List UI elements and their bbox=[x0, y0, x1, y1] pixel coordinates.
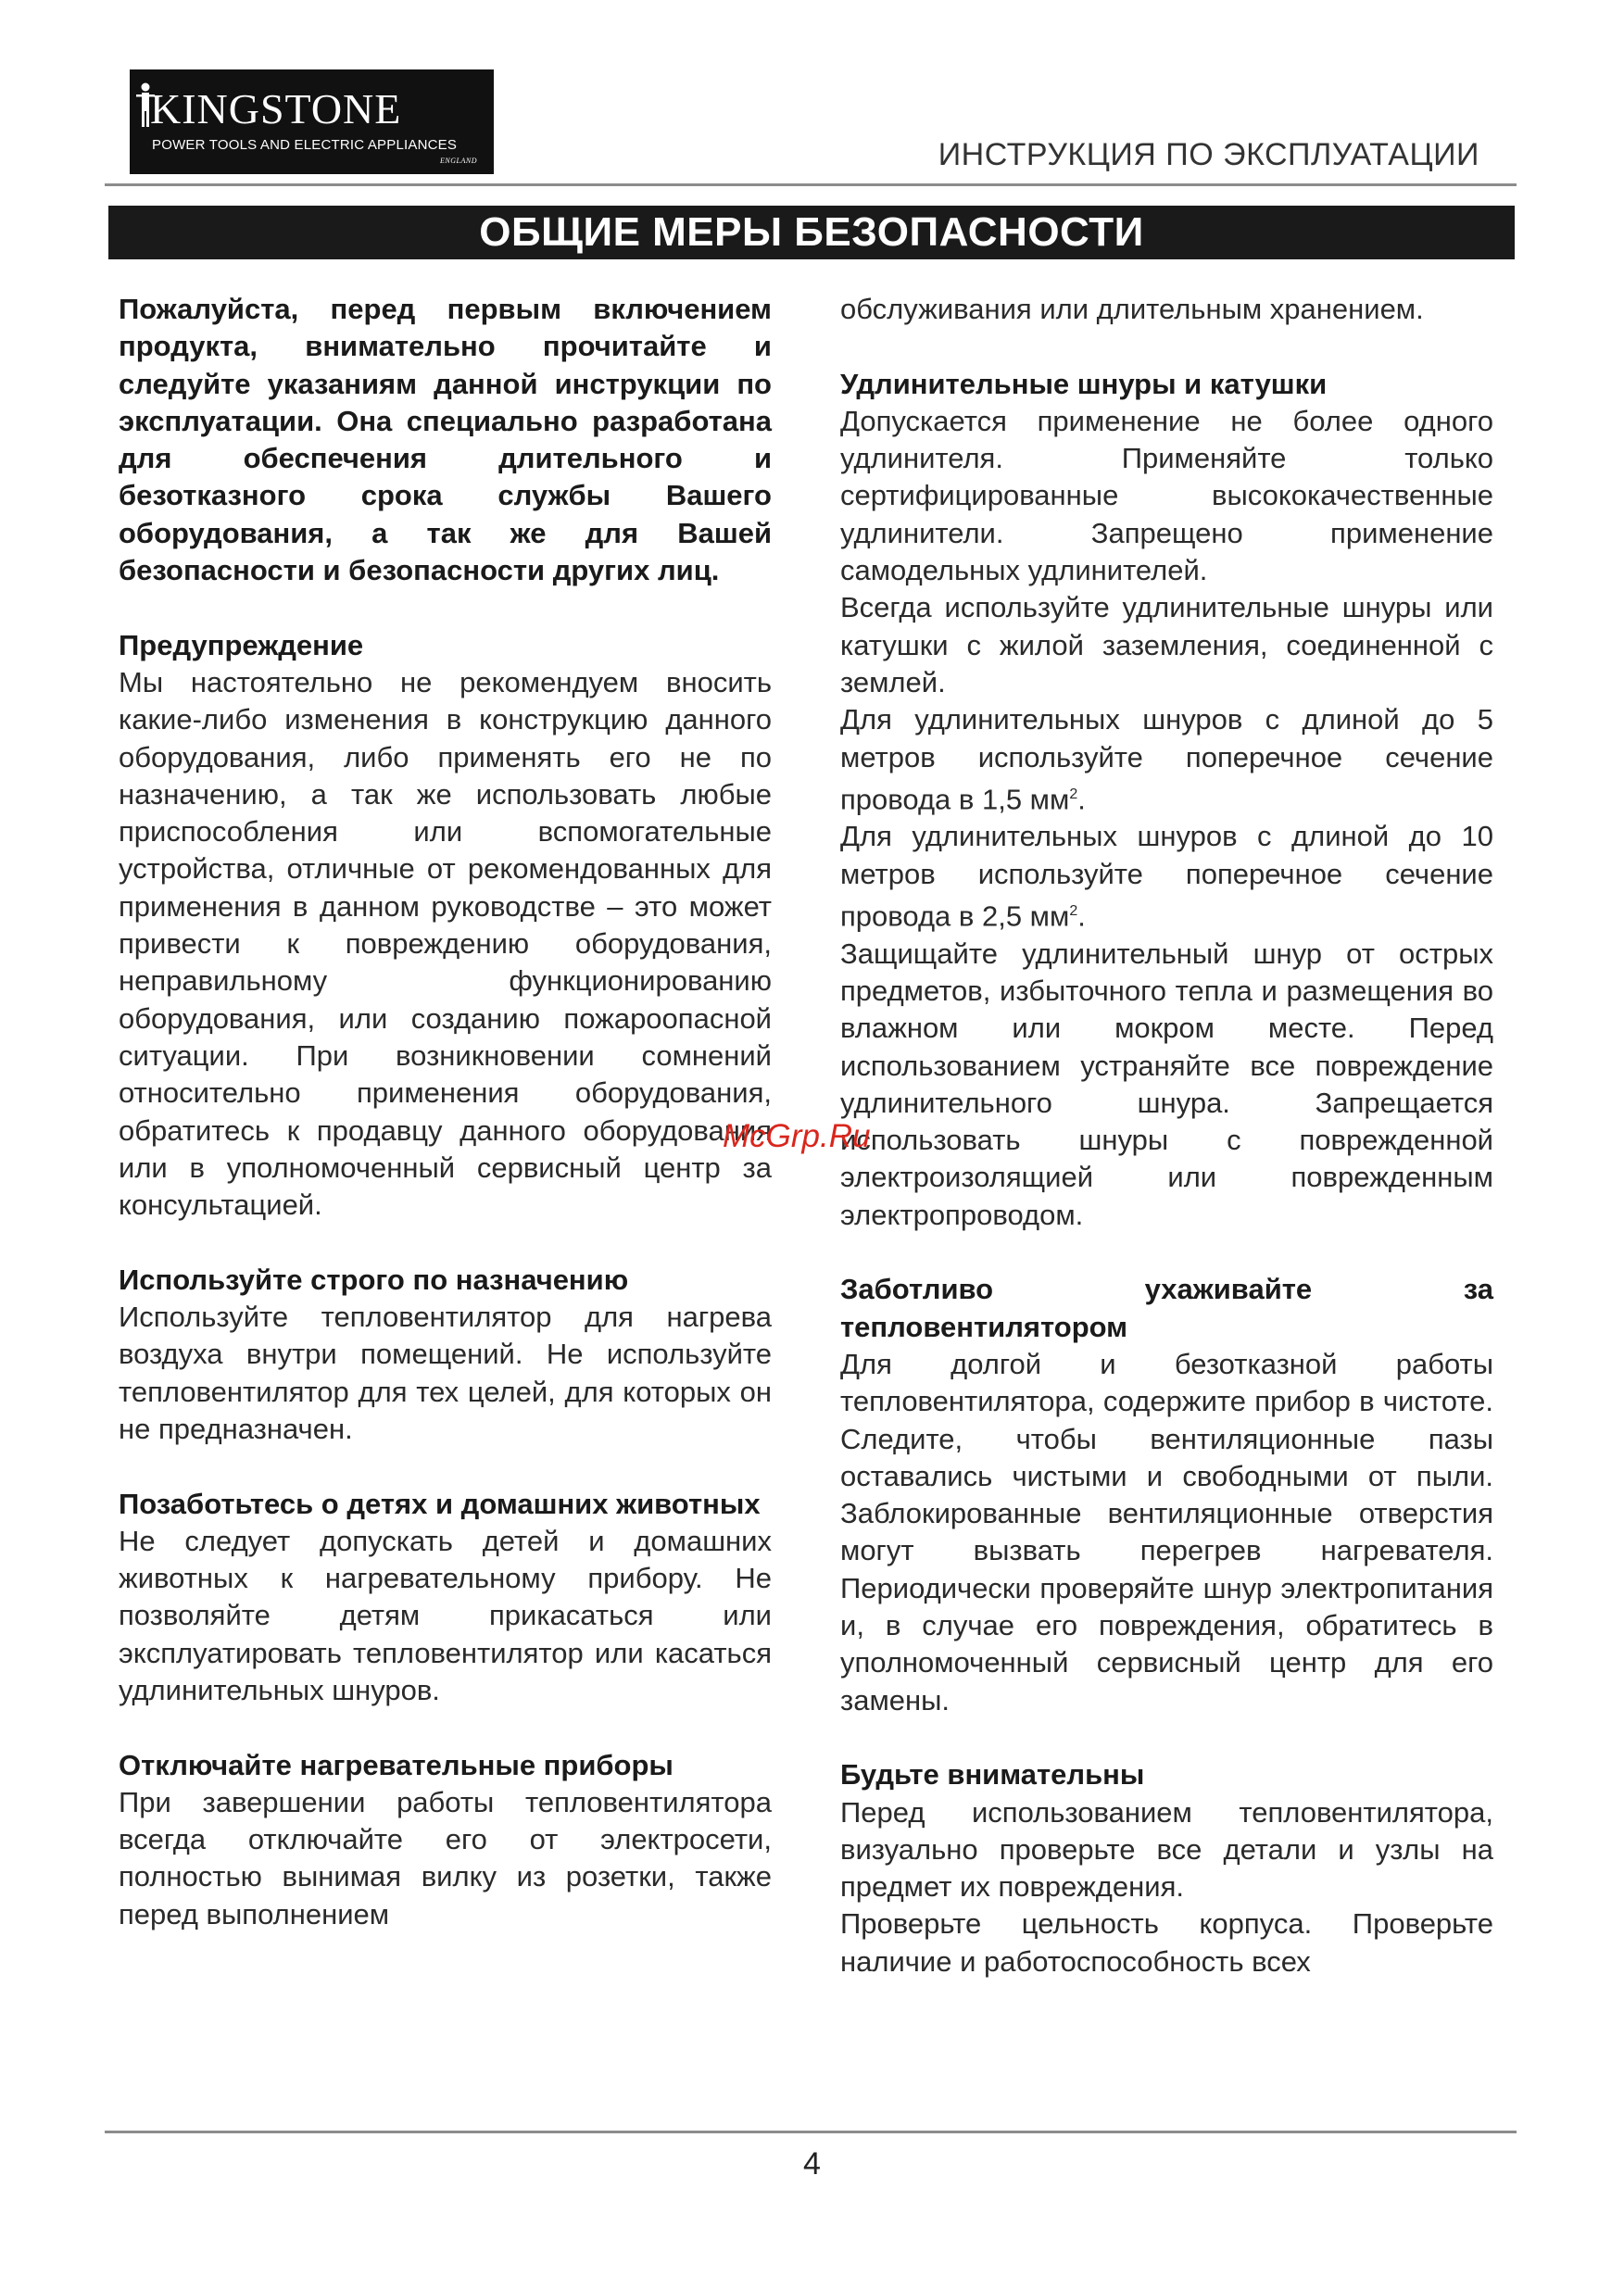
paragraph-gap bbox=[119, 589, 772, 626]
children-paragraph: Не следует допускать детей и домашних животных к нагревательному прибору. Не позволяйте детям прикасаться или эксплуатировать тепловентилятор или касаться удлинительных шнуров. bbox=[119, 1524, 772, 1706]
paragraph-gap bbox=[840, 1719, 1493, 1756]
children-heading: Позаботьтесь о детях и домашних животных bbox=[119, 1487, 761, 1520]
cords-paragraph-3 bbox=[840, 701, 1493, 818]
paragraph-gap bbox=[119, 1448, 772, 1485]
watermark: McGrp.Ru bbox=[723, 1118, 871, 1154]
cords-paragraph-5: Защищайте удлинительный шнур от острых предметов, избыточного тепла и размещения во влажном или мокром месте. Перед использованием устраняйте все повреждение удлинительного шнура. Запрещается использовать шнуры с поврежденной электроизолящией или поврежденным электропроводом. bbox=[840, 937, 1493, 1231]
care-paragraph: Для долгой и безотказной работы тепловентилятора, содержите прибор в чистоте. Следите, чтобы вентиляционные пазы оставались чистыми и свободными от пыли. Заблокированные вентиляционные отверстия могут вызвать перегрев нагревателя. Периодически проверяйте шнур электропитания и, в случае его повреждения, обратитесь в уполномоченный сервисный центр для его замены. bbox=[840, 1347, 1493, 1716]
cords-paragraph-1: Допускается применение не более одного удлинителя. Применяйте только сертифицированные высококачественные удлинители. Запрещено применение самодельных удлинителей. bbox=[840, 404, 1493, 587]
purpose-paragraph: Используйте тепловентилятор для нагрева воздуха внутри помещений. Не используйте тепловентилятор для тех целей, для которых он не предназначен. bbox=[119, 1301, 772, 1445]
warning-paragraph: Мы настоятельно не рекомендуем вносить какие-либо изменения в конструкцию данного оборудования, либо применять его не по назначению, а так же использовать любые приспособления или вспомогательные устройства, отличные от рекомендованных для применения в данном руководстве – это может привести к повреждению оборудования, неправильному функционированию оборудования, или созданию пожароопасной ситуации. При возникновении сомнений относительно применения оборудования, обратитесь к продавцу данного оборудования или в уполномоченный сервисный центр за консультацией. bbox=[119, 665, 772, 1222]
logo-subtitle: POWER TOOLS AND ELECTRIC APPLIANCES bbox=[152, 137, 458, 153]
warning-heading: Предупреждение bbox=[119, 628, 364, 661]
left-column bbox=[119, 291, 772, 1933]
paragraph-gap bbox=[840, 328, 1493, 365]
squared-superscript: 2 bbox=[1069, 903, 1078, 920]
footer-divider bbox=[105, 2131, 1517, 2133]
section-title: ОБЩИЕ МЕРЫ БЕЗОПАСНОСТИ bbox=[108, 206, 1515, 259]
purpose-heading: Используйте строго по назначению bbox=[119, 1263, 629, 1296]
cords-10m-text: Для удлинительных шнуров с длиной до 10 метров используйте поперечное сечение провода в 2,5 мм bbox=[840, 820, 1493, 933]
document-title: ИНСТРУКЦИЯ ПО ЭКСПЛУАТАЦИИ bbox=[938, 137, 1479, 172]
attention-heading: Будьте внимательны bbox=[840, 1758, 1145, 1792]
continued-paragraph: обслуживания или длительным хранением. bbox=[840, 293, 1424, 325]
paragraph-gap bbox=[119, 1224, 772, 1261]
cords-5m-text: Для удлинительных шнуров с длиной до 5 метров используйте поперечное сечение провода в 1,5 мм bbox=[840, 703, 1493, 816]
disconnect-paragraph: При завершении работы тепловентилятора всегда отключайте его от электросети, полностью вынимая вилку из розетки, также перед выполнением bbox=[119, 1785, 772, 1930]
right-column bbox=[840, 291, 1493, 1980]
intro-paragraph: Пожалуйста, перед первым включением продукта, внимательно прочитайте и следуйте указаниям данной инструкции по эксплуатации. Она специально разработана для обеспечения длительного и безотказного срока службы Вашего оборудования, а так же для Вашей безопасности и безопасности других лиц. bbox=[119, 293, 772, 587]
page-number: 4 bbox=[803, 2146, 821, 2182]
attention-paragraph-2: Проверьте цельность корпуса. Проверьте наличие и работоспособность всех bbox=[840, 1907, 1493, 1978]
logo-country: ENGLAND bbox=[440, 157, 477, 165]
paragraph-gap bbox=[840, 1234, 1493, 1271]
attention-paragraph-1: Перед использованием тепловентилятора, визуально проверьте все детали и узлы на предмет их повреждения. bbox=[840, 1795, 1493, 1904]
cords-heading: Удлинительные шнуры и катушки bbox=[840, 367, 1328, 400]
care-heading: Заботливо ухаживайте за тепловентилятором bbox=[840, 1273, 1493, 1343]
squared-superscript: 2 bbox=[1069, 786, 1078, 802]
brand-logo bbox=[130, 69, 494, 174]
disconnect-heading: Отключайте нагревательные приборы bbox=[119, 1748, 674, 1781]
header-divider bbox=[105, 183, 1517, 186]
cords-paragraph-4 bbox=[840, 818, 1493, 935]
paragraph-gap bbox=[119, 1709, 772, 1746]
logo-brand-name: KINGSTONE bbox=[150, 85, 402, 132]
period: . bbox=[1077, 899, 1086, 933]
period: . bbox=[1077, 783, 1086, 816]
cords-paragraph-2: Всегда используйте удлинительные шнуры или катушки с жилой заземления, соединенной с землей. bbox=[840, 591, 1493, 698]
